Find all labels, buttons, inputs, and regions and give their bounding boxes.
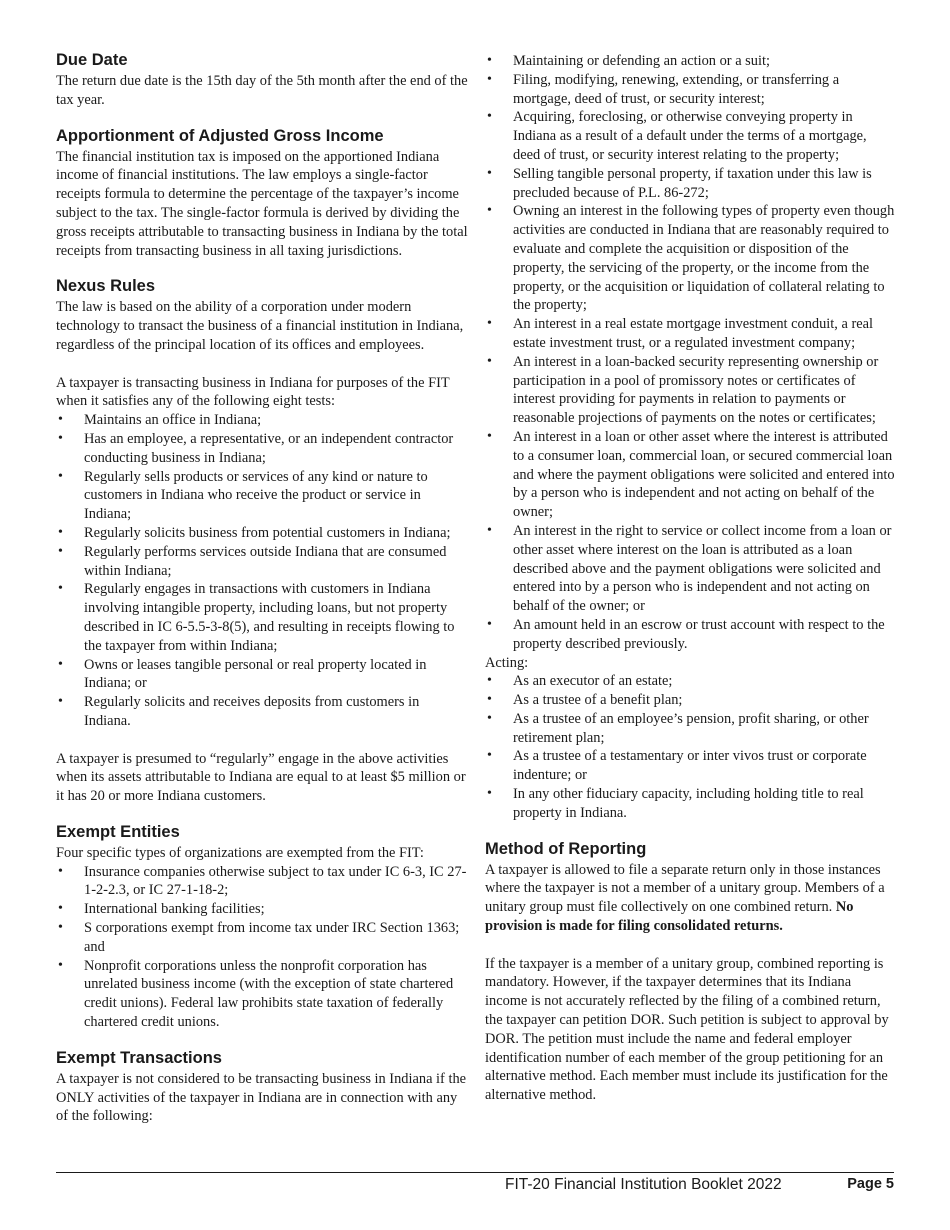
- list-item: • As an executor of an estate;: [485, 672, 897, 691]
- nexus-paragraph-3: A taxpayer is presumed to “regularly” engage in the above activities when its assets attributable to Indiana are equal to at least $5 million or it has 20 or more Indiana customers.: [56, 750, 466, 805]
- list-item: • Acquiring, foreclosing, or otherwise conveying property in Indiana as a result of a default under the terms of a mortgage, deed of trust, or security interest relating to the property;: [485, 108, 897, 164]
- list-item: • An interest in a loan or other asset where the interest is attributed to a consumer loan, commercial loan, or secured commercial loan and where the payment obligations were solicited and entered into by a person who is independent and not acting on behalf of the owner;: [485, 428, 897, 522]
- footer-page-number: Page 5: [847, 1176, 894, 1192]
- apportionment-text: The financial institution tax is imposed on the apportioned Indiana income of financial institutions. The law employs a single-factor receipts formula to determine the percentage of the taxpayer’s income subject to the tax. The single-factor formula is derived by dividing the gross receipts attributable to transacting business in Indiana by the total receipts from transacting business in all taxing jurisdictions.: [56, 148, 468, 259]
- section-exempt-transactions: [56, 1048, 468, 1126]
- list-item: • Maintaining or defending an action or a suit;: [485, 52, 897, 71]
- heading-due-date: Due Date: [56, 51, 128, 69]
- nexus-tests-list: [56, 411, 468, 731]
- method-paragraph-2: If the taxpayer is a member of a unitary group, combined reporting is mandatory. However, if the taxpayer determines that its Indiana income is not accurately reflected by the filing of a combined return, the taxpayer can petition DOR. Such petition is subject to approval by DOR. The petition must include the name and federal employer identification number of each member of the group petitioning for an alternative method. Each member must include its justification for the alternative method.: [485, 955, 889, 1104]
- list-item: • An interest in a loan-backed security representing ownership or participation in a pool of promissory notes or certificates of interest providing for payments in relation to payments or reasonable projections of payments on the notes or certificates;: [485, 353, 897, 428]
- heading-nexus-rules: Nexus Rules: [56, 277, 156, 296]
- method-paragraph-1-bold: No provision is made for filing consolidated returns.: [485, 899, 854, 935]
- section-apportionment: [56, 126, 468, 261]
- exempt-entities-intro: Four specific types of organizations are exempted from the FIT:: [56, 844, 424, 861]
- acting-label: Acting:: [485, 654, 529, 671]
- footer-divider: [56, 1172, 894, 1173]
- heading-exempt-transactions: Exempt Transactions: [56, 1048, 222, 1067]
- list-item: • An interest in a real estate mortgage investment conduit, a real estate investment trust, or a regulated investment company;: [485, 315, 897, 353]
- exempt-transactions-text: A taxpayer is not considered to be transacting business in Indiana if the ONLY activities of the taxpayer in Indiana are in connection with any of the following:: [56, 1070, 467, 1125]
- list-item: • Selling tangible personal property, if taxation under this law is precluded because of P.L. 86-272;: [485, 165, 897, 203]
- list-item: • Regularly solicits business from potential customers in Indiana;: [56, 524, 468, 543]
- list-item: • International banking facilities;: [56, 900, 468, 919]
- method-paragraph-1: [485, 861, 897, 936]
- section-exempt-entities: [56, 822, 468, 1032]
- list-item: • Has an employee, a representative, or an independent contractor conducting business in Indiana;: [56, 430, 468, 468]
- list-item: • Filing, modifying, renewing, extending, or transferring a mortgage, deed of trust, or security interest;: [485, 71, 897, 109]
- list-item: • Regularly engages in transactions with customers in Indiana involving intangible property, including loans, but not property described in IC 6-5.5-3-8(5), and resulting in receipts flowing to the taxpayer from within Indiana;: [56, 580, 468, 655]
- method-paragraph-1-text: A taxpayer is allowed to file a separate return only in those instances where the taxpayer is not a member of a unitary group. Members of a unitary group must file collectively on one combined return.: [485, 861, 885, 916]
- due-date-text: The return due date is the 15th day of the 5th month after the end of the tax year.: [56, 73, 468, 108]
- heading-method-of-reporting: Method of Reporting: [485, 839, 647, 858]
- list-item: • Insurance companies otherwise subject to tax under IC 6-3, IC 27-1-2-2.3, or IC 27-1-18-2;: [56, 863, 468, 901]
- acting-list: [485, 672, 897, 822]
- list-item: • In any other fiduciary capacity, including holding title to real property in Indiana.: [485, 785, 897, 823]
- list-item: • Owns or leases tangible personal or real property located in Indiana; or: [56, 656, 468, 694]
- footer-booklet-title: FIT-20 Financial Institution Booklet 2022: [505, 1176, 782, 1193]
- exempt-transactions-list: [485, 52, 897, 654]
- section-nexus-rules: [56, 276, 468, 806]
- list-item: • Maintains an office in Indiana;: [56, 411, 468, 430]
- nexus-paragraph-2: A taxpayer is transacting business in Indiana for purposes of the FIT when it satisfies any of the following eight tests:: [56, 374, 450, 410]
- list-item: • Regularly solicits and receives deposits from customers in Indiana.: [56, 693, 468, 731]
- exempt-entities-list: [56, 863, 468, 1032]
- right-column: [485, 52, 897, 1121]
- list-item: • An interest in the right to service or collect income from a loan or other asset where interest on the loan is attributed as a loan described above and the payment obligations were solicited and entered into by a person who is independent and not acting on behalf of the owner; or: [485, 522, 897, 616]
- section-due-date: [56, 50, 468, 110]
- list-item: • As a trustee of a testamentary or inter vivos trust or corporate indenture; or: [485, 747, 897, 785]
- list-item: • Nonprofit corporations unless the nonprofit corporation has unrelated business income (with the exception of state chartered credit unions). Federal law prohibits state taxation of federally chartered credit unions.: [56, 957, 468, 1032]
- list-item: • As a trustee of a benefit plan;: [485, 691, 897, 710]
- list-item: • S corporations exempt from income tax under IRC Section 1363; and: [56, 919, 468, 957]
- heading-apportionment: Apportionment of Adjusted Gross Income: [56, 126, 384, 145]
- list-item: • An amount held in an escrow or trust account with respect to the property described previously.: [485, 616, 897, 654]
- section-method-of-reporting: [485, 839, 897, 1105]
- heading-exempt-entities: Exempt Entities: [56, 822, 180, 841]
- list-item: • Owning an interest in the following types of property even though activities are conducted in Indiana that are reasonably required to evaluate and complete the acquisition or disposition of the property, the servicing of the property, or the income from the property, or the acquisition or liquidation of collateral relating to the property;: [485, 202, 897, 315]
- list-item: • As a trustee of an employee’s pension, profit sharing, or other retirement plan;: [485, 710, 897, 748]
- nexus-paragraph-1: The law is based on the ability of a corporation under modern technology to transact the business of a financial institution in Indiana, regardless of the principal location of its offices and employees.: [56, 299, 464, 353]
- list-item: • Regularly performs services outside Indiana that are consumed within Indiana;: [56, 543, 468, 581]
- list-item: • Regularly sells products or services of any kind or nature to customers in Indiana who receive the product or service in Indiana;: [56, 468, 468, 524]
- left-column: [56, 50, 468, 1142]
